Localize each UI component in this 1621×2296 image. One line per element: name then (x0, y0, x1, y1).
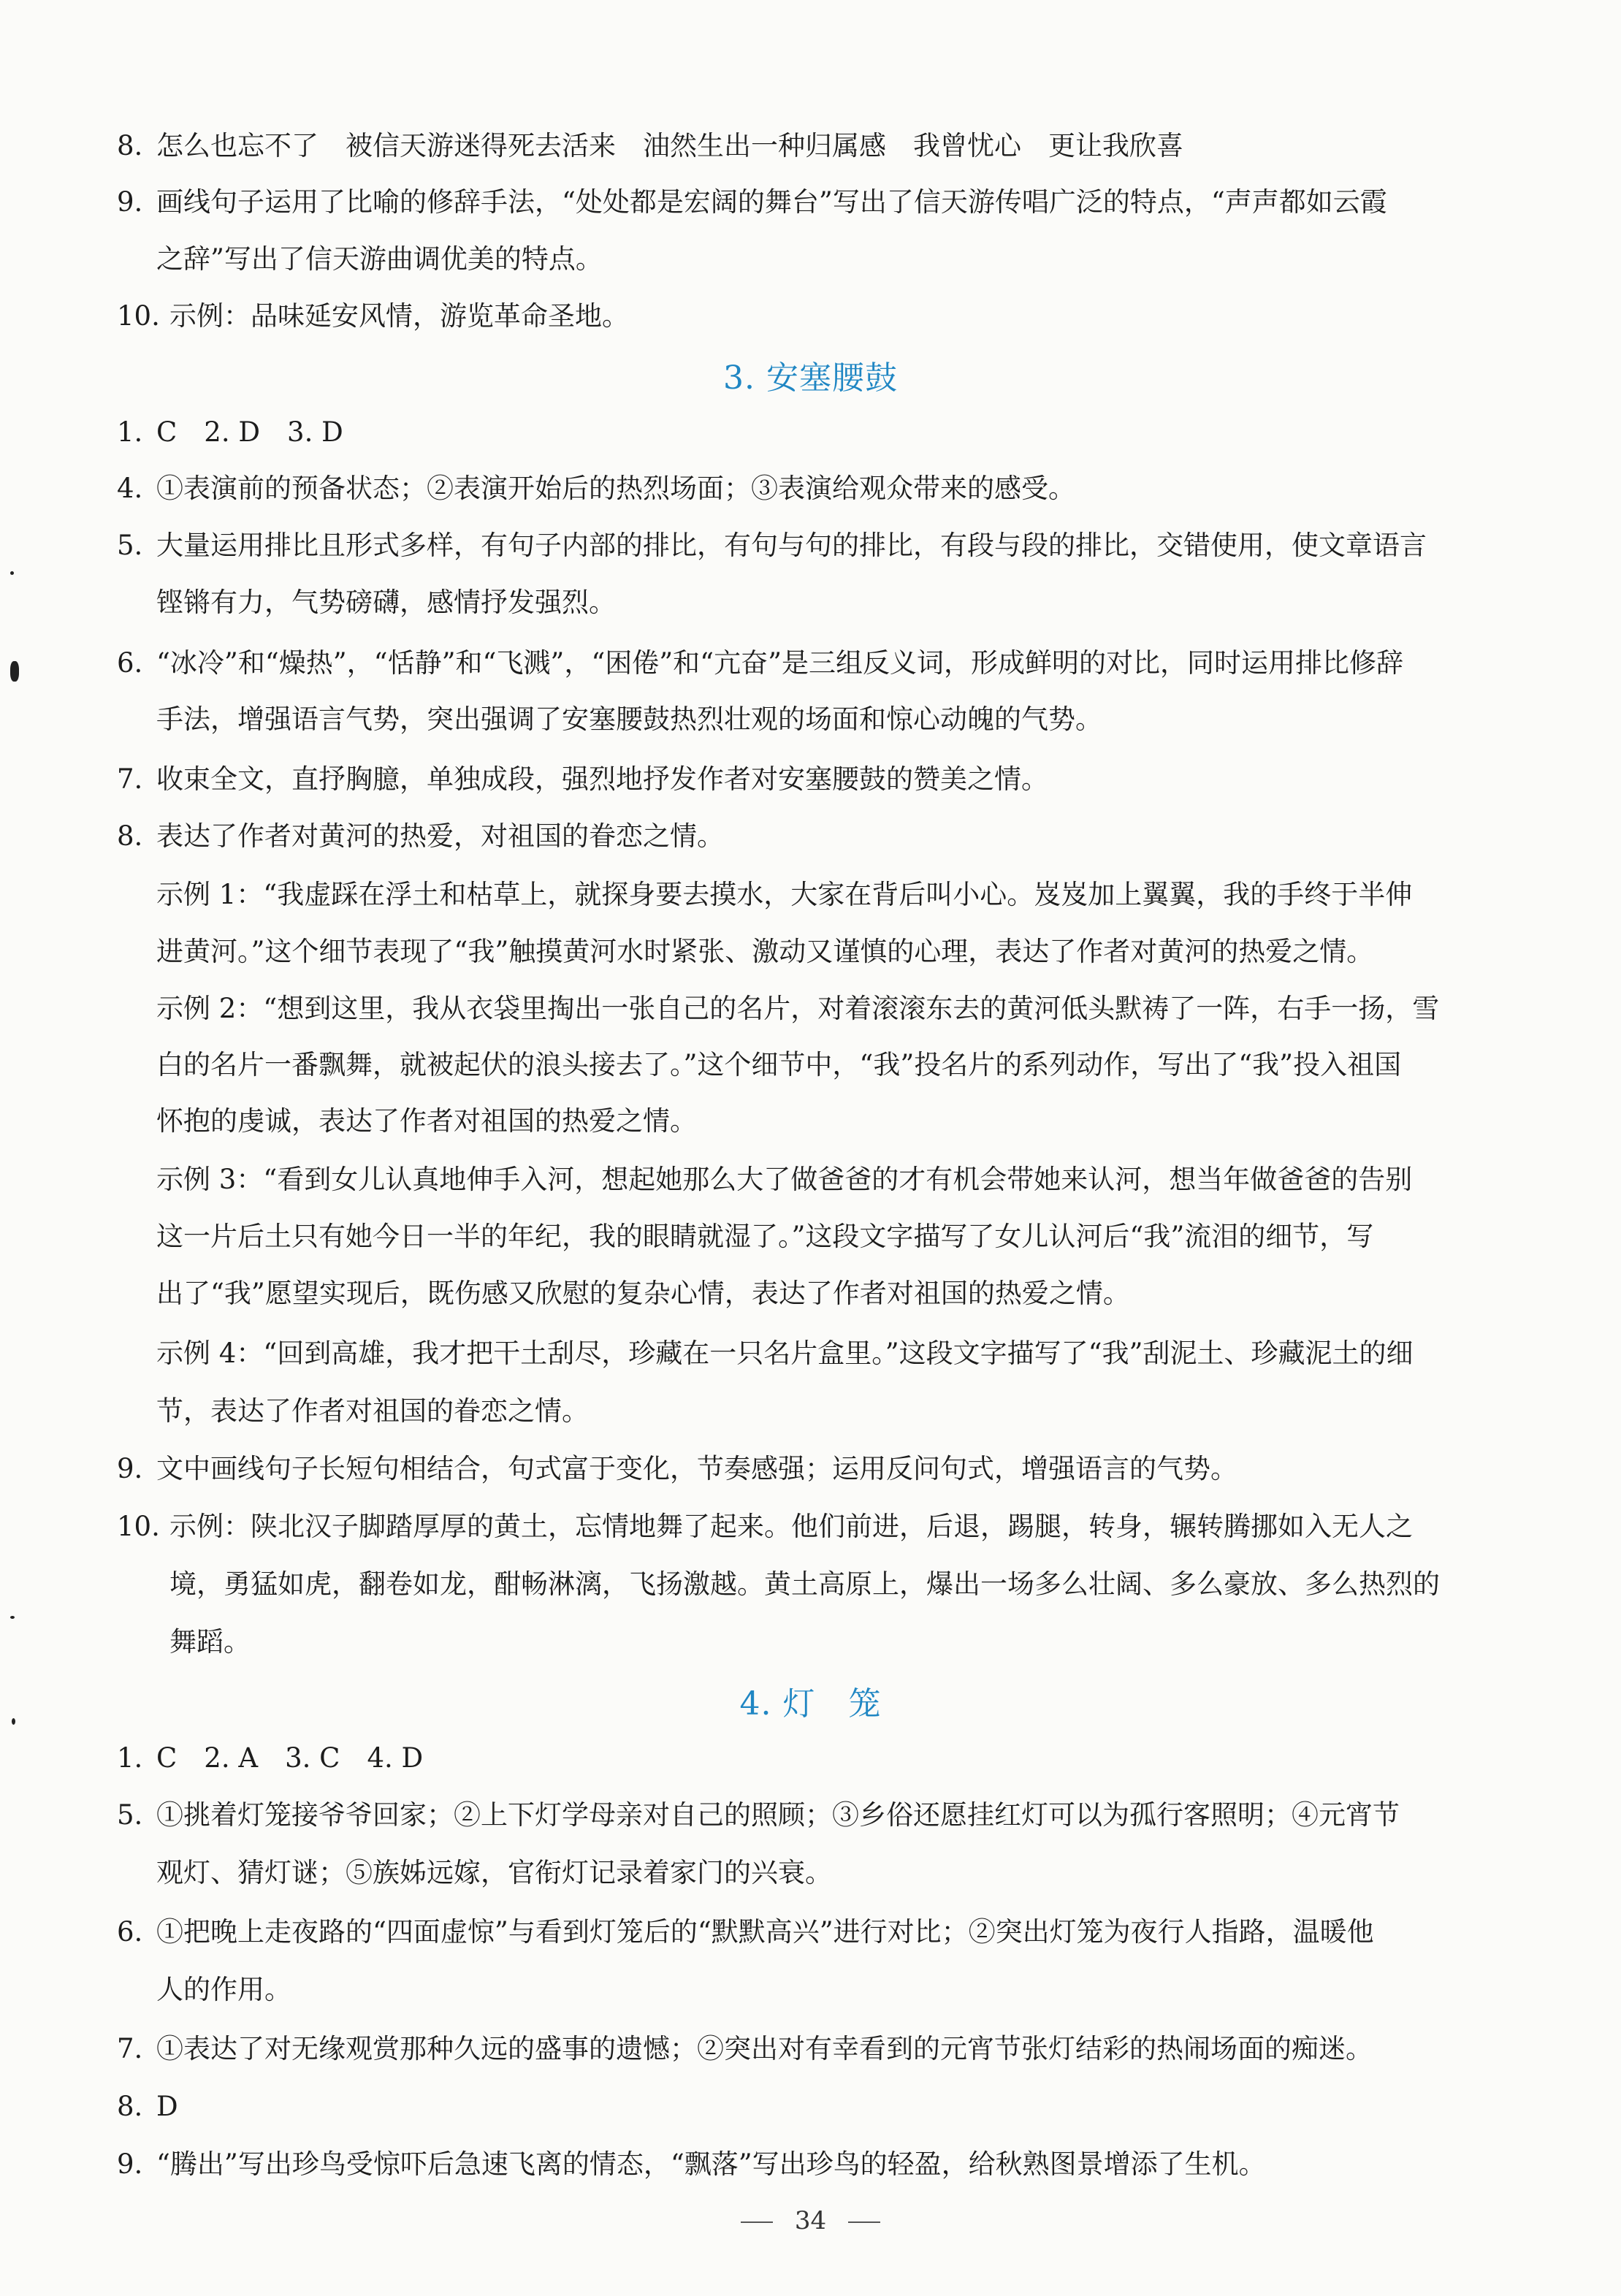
answer-text: 之辞”写出了信天游曲调优美的特点。 (156, 243, 603, 275)
answer-line (0, 811, 1621, 862)
answer-text: 观灯、猜灯谜；⑤族姊远嫁，官衔灯记录着家门的兴衰。 (156, 1857, 832, 1888)
example-text: 示例 3：“看到女儿认真地伸手入河，想起她那么大了做爸爸的才有机会带她来认河，想当年做爸爸的告别 (156, 1164, 1413, 1195)
question-number: 8. (117, 820, 143, 852)
answer-text: 收束全文，直抒胸臆，单独成段，强烈地抒发作者对安塞腰鼓的赞美之情。 (156, 763, 1048, 795)
scan-speck (10, 571, 14, 575)
answer-line (0, 520, 1621, 571)
answer-text: D (156, 2091, 178, 2122)
example-line (0, 926, 1621, 977)
question-number: 7. (117, 763, 143, 795)
example-line (0, 1211, 1621, 1262)
answer-line (0, 2139, 1621, 2190)
question-number: 9. (117, 186, 143, 218)
example-text: 节，表达了作者对祖国的眷恋之情。 (156, 1395, 589, 1427)
question-number: 1. (117, 416, 143, 448)
answer-text: 大量运用排比且形式多样，有句子内部的排比，有句与句的排比，有段与段的排比，交错使用，使文章语言 (156, 530, 1427, 561)
answer-line (0, 1443, 1621, 1495)
question-number: 8. (117, 130, 143, 161)
example-text: 白的名片一番飘舞，就被起伏的浪头接去了。”这个细节中，“我”投名片的系列动作，写出了“我”投入祖国 (156, 1049, 1402, 1080)
answer-line (0, 177, 1621, 228)
question-number: 5. (117, 1799, 143, 1831)
scan-speck (10, 1616, 15, 1619)
example-line (0, 1040, 1621, 1091)
question-number: 9. (117, 2148, 143, 2180)
question-number: 10. (117, 300, 160, 332)
example-line (0, 1096, 1621, 1147)
example-text: 出了“我”愿望实现后，既伤感又欣慰的复杂心情，表达了作者对祖国的热爱之情。 (156, 1278, 1130, 1309)
answer-text: C 2. D 3. D (156, 416, 343, 448)
answer-text: 手法，增强语言气势，突出强调了安塞腰鼓热烈壮观的场面和惊心动魄的气势。 (156, 703, 1102, 735)
question-number: 1. (117, 1742, 143, 1774)
answer-line (0, 2024, 1621, 2075)
section-title-4: 4. 灯 笼 (739, 1685, 882, 1723)
question-number: 10. (117, 1511, 160, 1542)
answer-text: “腾出”写出珍鸟受惊吓后急速飞离的情态，“飘落”写出珍鸟的轻盈，给秋熟图景增添了生机。 (156, 2148, 1266, 2180)
answer-line-continued (0, 1847, 1621, 1899)
example-text: 这一片后土只有她今日一半的年纪，我的眼睛就湿了。”这段文字描写了女儿认河后“我”流泪的细节，写 (156, 1221, 1374, 1252)
page-number (0, 2199, 1621, 2243)
answer-line (0, 638, 1621, 689)
answer-text: 铿锵有力，气势磅礴，感情抒发强烈。 (156, 587, 616, 618)
answer-line-continued (0, 234, 1621, 285)
example-text: 示例 4：“回到高雄，我才把干土刮尽，珍藏在一只名片盒里。”这段文字描写了“我”刮泥土、珍藏泥土的细 (156, 1338, 1414, 1369)
question-number: 6. (117, 1916, 143, 1948)
scan-speck (12, 1718, 15, 1725)
example-line (0, 1268, 1621, 1319)
answer-line (0, 1733, 1621, 1784)
answer-text: 文中画线句子长短句相结合，句式富于变化，节奏感强；运用反问句式，增强语言的气势。 (156, 1453, 1237, 1484)
answer-text: 境，勇猛如虎，翻卷如龙，酣畅淋漓，飞扬激越。黄土高原上，爆出一场多么壮阔、多么豪放、多么热烈的 (169, 1568, 1440, 1600)
example-line (0, 1154, 1621, 1205)
section-title-3: 3. 安塞腰鼓 (723, 359, 898, 397)
answer-line (0, 754, 1621, 805)
answer-line-continued (0, 1964, 1621, 2015)
answer-text: ①把晚上走夜路的“四面虚惊”与看到灯笼后的“默默高兴”进行对比；②突出灯笼为夜行人指路，温暖他 (156, 1916, 1374, 1948)
scan-speck (10, 661, 19, 682)
answer-line (0, 1907, 1621, 1958)
example-line (0, 1386, 1621, 1437)
example-line (0, 983, 1621, 1034)
question-number: 7. (117, 2033, 143, 2064)
answer-line (0, 1501, 1621, 1552)
answer-text: ①挑着灯笼接爷爷回家；②上下灯学母亲对自己的照顾；③乡俗还愿挂红灯可以为孤行客照明；④元宵节 (156, 1799, 1400, 1831)
answer-line (0, 463, 1621, 514)
answer-text: 人的作用。 (156, 1974, 291, 2005)
answer-text: 怎么也忘不了 被信天游迷得死去活来 油然生出一种归属感 我曾忧心 更让我欣喜 (156, 130, 1183, 161)
page-number-value: 34 (794, 2206, 827, 2235)
question-number: 9. (117, 1453, 143, 1484)
answer-text: “冰冷”和“燥热”，“恬静”和“飞溅”，“困倦”和“亢奋”是三组反义词，形成鲜明的对比，同时运用排比修辞 (156, 647, 1403, 679)
answer-text: 示例：陕北汉子脚踏厚厚的黄土，忘情地舞了起来。他们前进，后退，踢腿，转身，辗转腾挪如入无人之 (169, 1511, 1413, 1542)
question-number: 6. (117, 647, 143, 679)
example-text: 怀抱的虔诚，表达了作者对祖国的热爱之情。 (156, 1105, 697, 1137)
answer-line-continued (0, 1559, 1621, 1610)
answer-line (0, 407, 1621, 458)
answer-text: 画线句子运用了比喻的修辞手法，“处处都是宏阔的舞台”写出了信天游传唱广泛的特点，“声声都如云霞 (156, 186, 1387, 218)
example-text: 示例 1：“我虚踩在浮土和枯草上，就探身要去摸水，大家在背后叫小心。岌岌加上翼翼，我的手终于半伸 (156, 879, 1413, 910)
answer-line-continued (0, 694, 1621, 745)
answer-text: 示例：品味延安风情，游览革命圣地。 (169, 300, 629, 332)
answer-text: 表达了作者对黄河的热爱，对祖国的眷恋之情。 (156, 820, 724, 852)
question-number: 8. (117, 2091, 143, 2122)
example-line (0, 1328, 1621, 1379)
example-line (0, 869, 1621, 920)
answer-text: 舞蹈。 (169, 1626, 251, 1658)
answer-text: C 2. A 3. C 4. D (156, 1742, 424, 1774)
question-number: 5. (117, 530, 143, 561)
answer-line (0, 121, 1621, 172)
answer-line (0, 1790, 1621, 1841)
question-number: 4. (117, 473, 143, 504)
answer-line-continued (0, 1617, 1621, 1668)
page-number-dash (741, 2221, 773, 2223)
example-text: 进黄河。”这个细节表现了“我”触摸黄河水时紧张、激动又谨慎的心理，表达了作者对黄河的热爱之情。 (156, 936, 1374, 967)
answer-text: ①表达了对无缘观赏那种久远的盛事的遗憾；②突出对有幸看到的元宵节张灯结彩的热闹场面的痴迷。 (156, 2033, 1373, 2064)
answer-line-continued (0, 577, 1621, 628)
page-number-dash (848, 2221, 880, 2223)
example-text: 示例 2：“想到这里，我从衣袋里掏出一张自己的名片，对着滚滚东去的黄河低头默祷了一阵，右手一扬，雪 (156, 993, 1440, 1024)
answer-line (0, 291, 1621, 342)
answer-text: ①表演前的预备状态；②表演开始后的热烈场面；③表演给观众带来的感受。 (156, 473, 1075, 504)
answer-line (0, 2081, 1621, 2132)
